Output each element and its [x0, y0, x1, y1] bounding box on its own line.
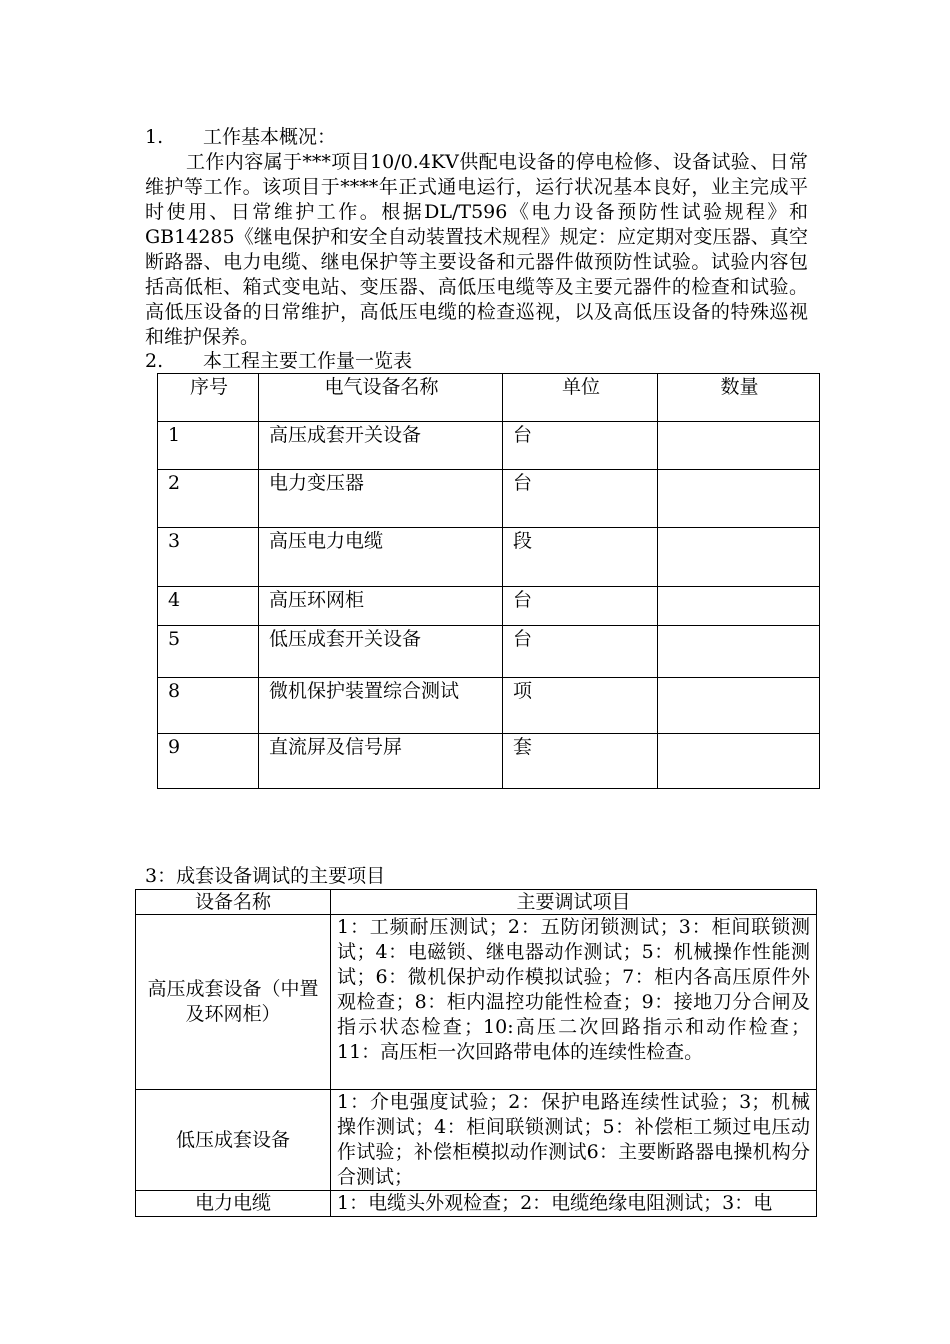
table-row: [136, 1090, 817, 1191]
section-3-heading: 3：成套设备调试的主要项目: [145, 865, 386, 887]
row-unit: 台: [503, 587, 658, 626]
header-no: 序号: [158, 374, 259, 422]
table-row: [136, 915, 817, 1090]
section-1-paragraph: 工作内容属于***项目10/0.4KV供配电设备的停电检修、设备试验、日常维护等工作。该项目于****年正式通电运行，运行状况基本良好，业主完成平时使用、日常维护工作。根据DL/T596《电力设备预防性试验规程》和GB14285《继电保护和安全自动装置技术规程》规定：应定期对变压器、真空断路器、电力电缆、继电保护等主要设备和元器件做预防性试验。试验内容包括高低柜、箱式变电站、变压器、高低压电缆等及主要元器件的检查和试验。高低压设备的日常维护，高低压电缆的检查巡视，以及高低压设备的特殊巡视和维护保养。: [145, 151, 808, 348]
row-no: 9: [158, 734, 259, 789]
row-equipment: 高压成套设备（中置及环网柜）: [136, 915, 331, 1090]
row-unit: 台: [503, 626, 658, 678]
row-test-items: 1：工频耐压测试；2：五防闭锁测试；3：柜间联锁测试；4：电磁锁、继电器动作测试；5：机械操作性能测试；6：微机保护动作模拟试验；7：柜内各高压原件外观检查；8：柜内温控功能性检查；9：接地刀分合闸及指示状态检查；10:高压二次回路指示和动作检查； 11：高压柜一次回路带电体的连续性检查。: [331, 915, 817, 1090]
row-qty: [658, 470, 820, 528]
section-2-number: 2.: [145, 350, 164, 372]
workload-table-header: [158, 374, 820, 422]
row-unit: 套: [503, 734, 658, 789]
row-name: 电力变压器: [259, 470, 503, 528]
row-qty: [658, 587, 820, 626]
table-row: [158, 470, 820, 528]
section-2-heading: [145, 349, 412, 373]
row-unit: 项: [503, 678, 658, 734]
row-equipment: 低压成套设备: [136, 1090, 331, 1191]
header-equipment-name: 电气设备名称: [259, 374, 503, 422]
row-unit: 段: [503, 528, 658, 587]
header-equipment: 设备名称: [136, 890, 331, 915]
row-unit: 台: [503, 422, 658, 470]
header-unit: 单位: [503, 374, 658, 422]
table-row: [158, 734, 820, 789]
row-no: 2: [158, 470, 259, 528]
row-qty: [658, 678, 820, 734]
row-name: 微机保护装置综合测试: [259, 678, 503, 734]
section-2-title: 本工程主要工作量一览表: [203, 350, 413, 372]
row-test-items: 1：电缆头外观检查；2：电缆绝缘电阻测试；3：电: [331, 1191, 817, 1217]
row-no: 3: [158, 528, 259, 587]
row-name: 高压成套开关设备: [259, 422, 503, 470]
row-qty: [658, 734, 820, 789]
row-no: 8: [158, 678, 259, 734]
row-unit: 台: [503, 470, 658, 528]
header-test-items: 主要调试项目: [331, 890, 817, 915]
debug-items-table: [135, 889, 817, 1217]
row-no: 4: [158, 587, 259, 626]
table-row: [158, 678, 820, 734]
row-name: 高压环网柜: [259, 587, 503, 626]
section-1-number: 1.: [145, 126, 164, 148]
row-qty: [658, 422, 820, 470]
debug-table-header: [136, 890, 817, 915]
row-equipment: 电力电缆: [136, 1191, 331, 1217]
row-no: 1: [158, 422, 259, 470]
header-quantity: 数量: [658, 374, 820, 422]
table-row: [158, 626, 820, 678]
row-name: 直流屏及信号屏: [259, 734, 503, 789]
row-no: 5: [158, 626, 259, 678]
table-row: [158, 528, 820, 587]
row-name: 高压电力电缆: [259, 528, 503, 587]
row-qty: [658, 528, 820, 587]
section-1-heading: [145, 125, 336, 149]
table-row: [136, 1191, 817, 1217]
section-1-title: 工作基本概况：: [203, 126, 337, 148]
table-row: [158, 587, 820, 626]
row-qty: [658, 626, 820, 678]
table-row: [158, 422, 820, 470]
row-test-items: 1：介电强度试验；2：保护电路连续性试验；3；机械操作测试；4：柜间联锁测试；5：补偿柜工频过电压动作试验；补偿柜模拟动作测试6：主要断路器电操机构分合测试；: [331, 1090, 817, 1191]
row-name: 低压成套开关设备: [259, 626, 503, 678]
workload-table: [157, 373, 820, 789]
